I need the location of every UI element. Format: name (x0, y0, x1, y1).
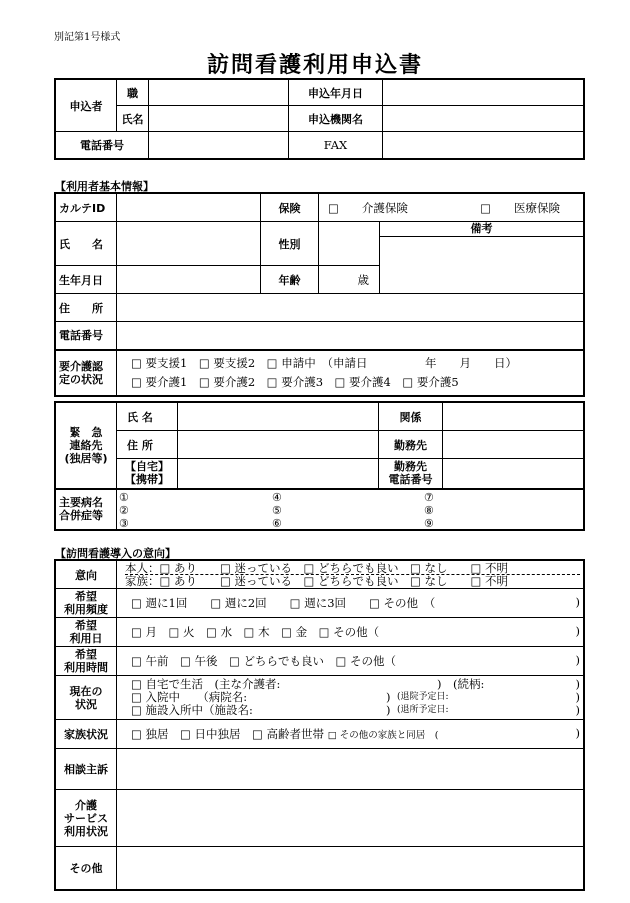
consult-label: 相談主訴 (56, 749, 117, 790)
workplace-field[interactable] (443, 431, 584, 459)
caregiver-relation: ) (続柄: (437, 677, 485, 691)
emergency-label-1: 緊 急 (69, 425, 103, 439)
home-status-close: ) (575, 677, 580, 691)
mobile-tel-label: 【携帯】 (125, 473, 169, 487)
applicant-label: 申込者 (56, 80, 117, 132)
birth-field[interactable] (117, 266, 261, 294)
consult-field[interactable] (117, 749, 584, 790)
remarks-label: 備考 (380, 222, 583, 237)
chart-id-label: カルテID (56, 194, 117, 222)
chart-id-field[interactable] (117, 194, 261, 222)
hospital-name-close: ) (386, 690, 391, 704)
disease-label-2: 合併症等 (59, 509, 103, 523)
family-intent-row[interactable]: 家族：□ あり □ 迷っている □ どちらでも良い □ なし □ 不明 (125, 574, 508, 588)
emergency-table (55, 402, 584, 530)
emergency-name-label: 氏 名 (117, 403, 178, 431)
freq-label-2: 利用頻度 (64, 603, 108, 616)
status-label-2: 状況 (75, 697, 97, 711)
emergency-address-label: 住 所 (117, 431, 178, 459)
family-status-options[interactable]: □ 独居 □ 日中独居 □ 高齢者世帯 (131, 727, 325, 741)
date-label: 申込年月日 (289, 80, 383, 106)
home-tel-label: 【自宅】 (125, 460, 169, 474)
disease-6[interactable]: ⑥ (272, 516, 282, 530)
tel-field[interactable] (149, 132, 289, 159)
service-label-1: 介護 (75, 798, 97, 812)
facility-status-text: □ 施設入所中（施設名: (131, 703, 253, 717)
emergency-name-field[interactable] (178, 403, 379, 431)
hospital-status-text: □ 入院中 （病院名: (131, 690, 248, 704)
medical-insurance-checkbox[interactable]: □ 医療保険 (480, 200, 560, 215)
care-level-row[interactable]: □ 要介護1 □ 要介護2 □ 要介護3 □ 要介護4 □ 要介護5 (131, 374, 459, 389)
gender-field[interactable] (319, 222, 380, 266)
care-support-row[interactable]: □ 要支援1 □ 要支援2 □ 申請中 （申請日 年 月 日） (131, 355, 517, 370)
status-label-1: 現在の (69, 684, 103, 698)
relation-field[interactable] (443, 403, 584, 431)
care-status-label-2: 定の状況 (59, 372, 103, 386)
disease-1[interactable]: ① (119, 490, 129, 504)
discharge-date-label: (退院予定日: (397, 692, 449, 702)
insurance-label: 保険 (261, 194, 319, 222)
emergency-label-3: (独居等) (64, 451, 108, 465)
work-tel-label-2: 電話番号 (388, 473, 433, 487)
time-close: ) (575, 653, 580, 667)
other-label: その他 (56, 847, 117, 890)
fax-label: FAX (289, 132, 383, 159)
disease-8[interactable]: ⑧ (424, 503, 434, 517)
emergency-label-2: 連絡先 (69, 438, 103, 452)
applicant-table (55, 79, 584, 159)
frequency-options[interactable]: □ 週に1回 □ 週に2回 □ 週に3回 □ その他 （ (131, 596, 436, 610)
emergency-address-field[interactable] (178, 431, 379, 459)
intent-label: 意向 (56, 561, 117, 589)
facility-name-close: ) (386, 703, 391, 717)
tel-label: 電話番号 (56, 132, 149, 159)
fax-field[interactable] (383, 132, 584, 159)
form-number-label: 別記第1号様式 (54, 32, 121, 43)
family-status-close: ) (575, 726, 580, 740)
disease-5[interactable]: ⑤ (272, 503, 282, 517)
freq-label-1: 希望 (75, 590, 97, 603)
service-field[interactable] (117, 790, 584, 847)
hospital-status-close: ) (575, 690, 580, 704)
disease-7[interactable]: ⑦ (424, 490, 434, 504)
work-tel-field[interactable] (443, 459, 584, 489)
facility-status-row[interactable] (131, 704, 580, 717)
disease-4[interactable]: ④ (272, 490, 282, 504)
emergency-tel-field[interactable] (178, 459, 379, 489)
name-field[interactable] (149, 106, 289, 132)
care-status-label-1: 要介護認 (59, 359, 103, 373)
weekday-options[interactable]: □ 月 □ 火 □ 水 □ 木 □ 金 □ その他（ (131, 625, 380, 639)
family-other-option[interactable]: □ その他の家族と同居 ( (327, 730, 439, 741)
care-insurance-checkbox[interactable]: □ 介護保険 (328, 200, 408, 215)
user-tel-field[interactable] (117, 322, 584, 350)
frequency-close: ) (575, 595, 580, 609)
org-label: 申込機関名 (289, 106, 383, 132)
disease-9[interactable]: ⑨ (424, 516, 434, 530)
time-label-1: 希望 (75, 648, 97, 661)
name-label: 氏名 (117, 106, 149, 132)
time-label-2: 利用時間 (64, 661, 108, 674)
section-intent: 【訪問看護導入の意向】 (55, 547, 176, 560)
basic-info-table (55, 193, 584, 396)
facility-status-close: ) (575, 703, 580, 717)
home-status-text: □ 自宅で生活 (主な介護者: (131, 677, 281, 691)
time-options[interactable]: □ 午前 □ 午後 □ どちらでも良い □ その他（ (131, 654, 396, 668)
address-label: 住 所 (56, 294, 117, 322)
age-unit: 歳 (319, 266, 380, 294)
relation-label: 関係 (379, 403, 443, 431)
disease-label-1: 主要病名 (59, 496, 103, 510)
work-tel-label-1: 勤務先 (394, 460, 427, 474)
weekday-close: ) (575, 624, 580, 638)
day-label-2: 利用日 (69, 632, 103, 645)
other-field[interactable] (117, 847, 584, 890)
user-tel-label: 電話番号 (56, 322, 117, 350)
user-name-field[interactable] (117, 222, 261, 266)
intent-table (55, 560, 584, 890)
user-name-label: 氏 名 (56, 222, 117, 266)
section-basic-info: 【利用者基本情報】 (55, 180, 154, 193)
disease-3[interactable]: ③ (119, 516, 129, 530)
service-label-3: 利用状況 (64, 824, 108, 838)
workplace-label: 勤務先 (379, 431, 443, 459)
service-label-2: サービス (64, 811, 108, 825)
date-field[interactable] (383, 80, 584, 106)
gender-label: 性別 (261, 222, 319, 266)
address-field[interactable] (117, 294, 584, 322)
disease-2[interactable]: ② (119, 503, 129, 517)
leave-date-label: (退所予定日: (397, 705, 449, 715)
org-field[interactable] (383, 106, 584, 132)
age-label: 年齢 (261, 266, 319, 294)
family-status-label: 家族状況 (56, 720, 117, 749)
page-title: 訪問看護利用申込書 (206, 53, 423, 78)
day-label-1: 希望 (75, 619, 97, 632)
role-field[interactable] (149, 80, 289, 106)
role-label: 職 (117, 80, 149, 106)
self-intent-row[interactable]: 本人：□ あり □ 迷っている □ どちらでも良い □ なし □ 不明 (125, 562, 580, 575)
birth-label: 生年月日 (56, 266, 117, 294)
